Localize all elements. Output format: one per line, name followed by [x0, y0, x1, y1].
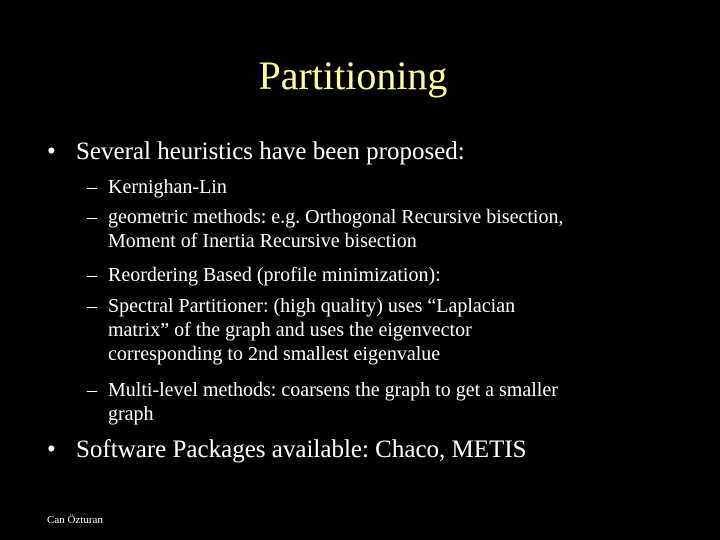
dash-symbol: –: [87, 379, 97, 401]
subitem-line: corresponding to 2nd smallest eigenvalue: [108, 343, 441, 365]
slide-title: Partitioning: [258, 53, 448, 98]
subitem-line: graph: [108, 403, 154, 425]
subitem-line: Kernighan-Lin: [108, 176, 227, 198]
footer-author: Can Özturan: [47, 514, 103, 526]
bullet-symbol: •: [47, 436, 56, 463]
subitem-kernighan-lin: [87, 175, 677, 199]
subitem-line: geometric methods: e.g. Orthogonal Recursive bisection,: [108, 206, 564, 228]
dash-symbol: –: [87, 176, 97, 198]
subitem-line: matrix” of the graph and uses the eigenvector: [108, 319, 472, 341]
subitem-line: Multi-level methods: coarsens the graph to get a smaller: [108, 379, 558, 401]
subitem-geometric-methods: [87, 205, 677, 253]
subitem-line: Spectral Partitioner: (high quality) uses “Laplacian: [108, 295, 516, 317]
dash-symbol: –: [87, 206, 97, 228]
subitem-line: Moment of Inertia Recursive bisection: [108, 230, 417, 252]
bullet-text: Several heuristics have been proposed:: [76, 138, 465, 165]
dash-symbol: –: [87, 264, 97, 286]
subitem-spectral-partitioner: [87, 294, 677, 366]
subitem-line: Reordering Based (profile minimization):: [108, 264, 441, 286]
subitem-reordering-based: [87, 263, 677, 287]
subitem-multi-level-methods: [87, 378, 677, 426]
dash-symbol: –: [87, 295, 97, 317]
bullet-symbol: •: [47, 138, 56, 165]
bullet-text: Software Packages available: Chaco, METIS: [76, 436, 527, 463]
